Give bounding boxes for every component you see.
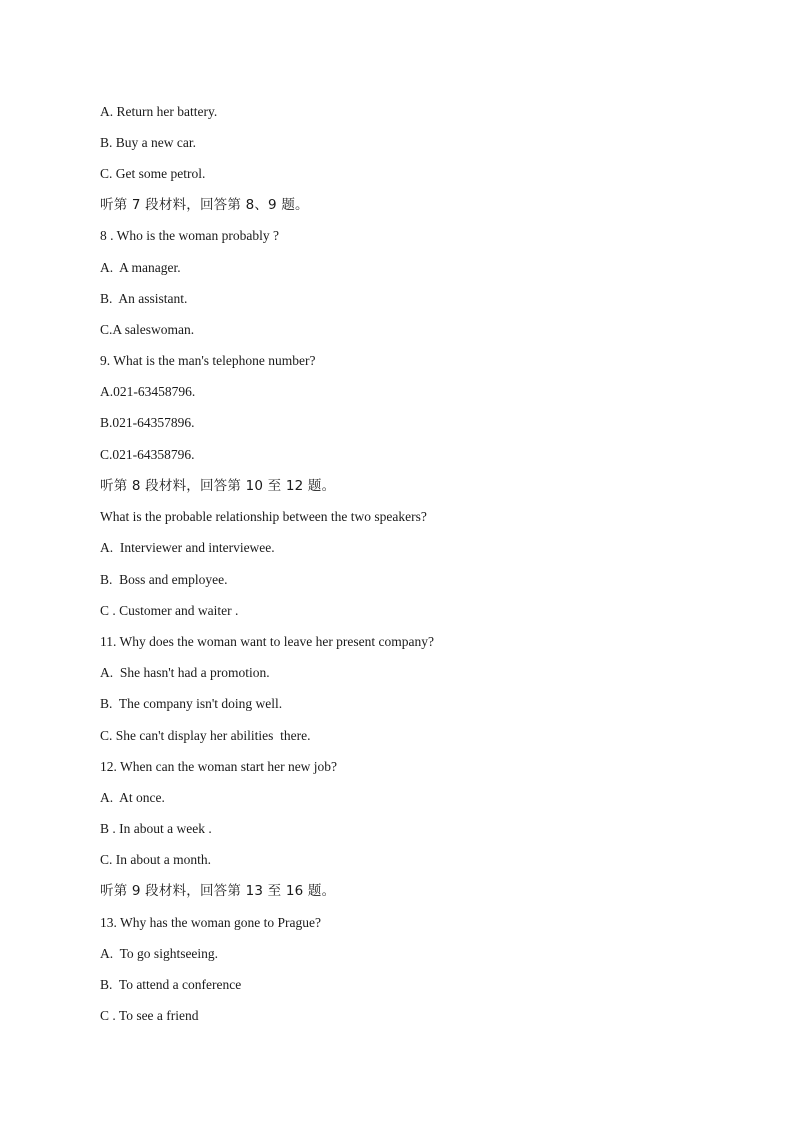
q9-option-c: C.021-64358796.: [100, 447, 195, 462]
question-10: What is the probable relationship between the two speakers?: [100, 509, 427, 524]
option-a-return-battery: A. Return her battery.: [100, 104, 218, 119]
option-c-get-petrol: C. Get some petrol.: [100, 166, 206, 181]
q10-option-b: B. Boss and employee.: [100, 572, 228, 587]
q10-option-a: A. Interviewer and interviewee.: [100, 540, 275, 555]
q12-option-c: C. In about a month.: [100, 852, 211, 867]
question-8: 8 . Who is the woman probably ?: [100, 228, 279, 243]
q9-option-b: B.021-64357896.: [100, 415, 195, 430]
q10-option-c: C . Customer and waiter .: [100, 603, 239, 618]
question-13: 13. Why has the woman gone to Prague?: [100, 915, 321, 930]
q12-option-b: B . In about a week .: [100, 821, 212, 836]
q9-option-a: A.021-63458796.: [100, 384, 196, 399]
q12-option-a: A. At once.: [100, 790, 165, 805]
q13-option-b: B. To attend a conference: [100, 977, 242, 992]
section-heading-8: 听第 8 段材料，回答第 10 至 12 题。: [100, 478, 336, 494]
q11-option-c: C. She can't display her abilities there.: [100, 728, 311, 743]
option-b-buy-car: B. Buy a new car.: [100, 135, 196, 150]
q8-option-b: B. An assistant.: [100, 291, 188, 306]
q11-option-a: A. She hasn't had a promotion.: [100, 665, 270, 680]
section-heading-9: 听第 9 段材料，回答第 13 至 16 题。: [100, 883, 336, 899]
q11-option-b: B. The company isn't doing well.: [100, 696, 283, 711]
q13-option-a: A. To go sightseeing.: [100, 946, 219, 961]
section-heading-7: 听第 7 段材料，回答第 8、9 题。: [100, 197, 309, 213]
q13-option-c: C . To see a friend: [100, 1008, 199, 1023]
q8-option-a: A. A manager.: [100, 260, 181, 275]
q8-option-c: C.A saleswoman.: [100, 322, 195, 337]
question-12: 12. When can the woman start her new job?: [100, 759, 338, 774]
question-9: 9. What is the man's telephone number?: [100, 353, 316, 368]
question-11: 11. Why does the woman want to leave her present company?: [100, 634, 435, 649]
